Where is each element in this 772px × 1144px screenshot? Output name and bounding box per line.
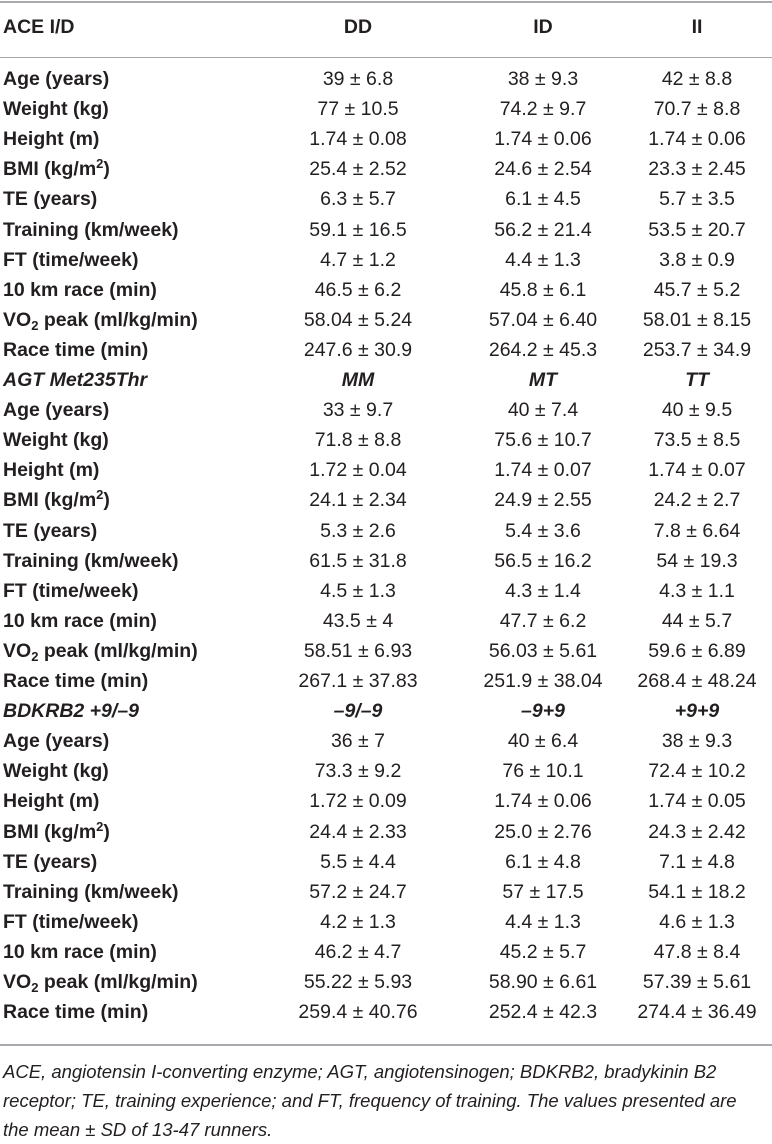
row-label: 10 km race (min) <box>3 940 157 963</box>
row-value-1: 58.51 ± 6.93 <box>303 639 413 662</box>
row-value-3: 1.74 ± 0.07 <box>648 459 746 482</box>
row-label: TE (years) <box>3 188 98 211</box>
group-col-2: –9+9 <box>521 700 565 723</box>
header-label: ACE I/D <box>3 16 75 38</box>
row-value-1: 71.8 ± 8.8 <box>314 429 402 452</box>
table-row <box>0 305 772 335</box>
row-value-1: 33 ± 9.7 <box>322 399 394 422</box>
row-value-2: 47.7 ± 6.2 <box>499 609 587 632</box>
row-value-2: 4.3 ± 1.4 <box>505 579 581 602</box>
row-value-1: 25.4 ± 2.52 <box>309 158 407 181</box>
row-value-3: 42 ± 8.8 <box>661 68 733 90</box>
table-row <box>0 726 772 756</box>
table-row <box>0 154 772 184</box>
row-value-2: 45.2 ± 5.7 <box>499 940 587 963</box>
group-label: BDKRB2 +9/–9 <box>3 700 140 723</box>
row-value-1: 59.1 ± 16.5 <box>309 218 407 241</box>
row-value-3: 38 ± 9.3 <box>661 730 733 753</box>
row-label <box>3 817 110 847</box>
row-value-1: 39 ± 6.8 <box>322 68 394 90</box>
row-value-1: 46.5 ± 6.2 <box>314 278 402 301</box>
header-col-2: ID <box>533 16 553 38</box>
row-label: Age (years) <box>3 730 110 753</box>
table-footnote: ACE, angiotensin I-converting enzyme; AGT, angiotensinogen; BDKRB2, bradykinin B2 receptor; TE, training experience; and FT, frequency of training. The values presented are the mean ± SD of 13-47 runners. <box>3 1061 737 1140</box>
row-value-2: 45.8 ± 6.1 <box>499 278 587 301</box>
row-value-1: 77 ± 10.5 <box>317 98 399 121</box>
row-label: Height (m) <box>3 128 100 151</box>
header-col-3: II <box>691 16 703 38</box>
row-value-3: 73.5 ± 8.5 <box>653 429 741 452</box>
row-label <box>3 967 198 997</box>
table-row <box>0 395 772 425</box>
row-label: TE (years) <box>3 519 98 542</box>
row-value-1: 73.3 ± 9.2 <box>314 760 402 783</box>
row-value-1: 4.5 ± 1.3 <box>320 579 396 602</box>
row-value-3: 4.6 ± 1.3 <box>659 910 735 933</box>
row-value-2: 56.03 ± 5.61 <box>488 639 598 662</box>
row-value-3: 5.7 ± 3.5 <box>659 188 735 211</box>
row-value-1: 1.72 ± 0.09 <box>309 790 407 813</box>
row-value-2: 252.4 ± 42.3 <box>488 1001 598 1024</box>
row-value-1: 267.1 ± 37.83 <box>298 670 418 692</box>
table-row <box>0 907 772 937</box>
row-value-2: 24.9 ± 2.55 <box>494 489 592 512</box>
table-row <box>0 275 772 305</box>
table-row <box>0 636 772 666</box>
table-row <box>0 847 772 877</box>
table-row <box>0 937 772 967</box>
row-label-pre: VO <box>3 308 32 331</box>
row-label: Weight (kg) <box>3 429 109 452</box>
group-col-1: –9/–9 <box>333 700 383 723</box>
row-label <box>3 636 198 666</box>
row-value-2: 6.1 ± 4.5 <box>505 188 581 211</box>
row-value-1: 61.5 ± 31.8 <box>309 549 407 572</box>
row-label-superscript: 2 <box>96 156 104 172</box>
row-label: TE (years) <box>3 850 98 873</box>
row-value-3: 274.4 ± 36.49 <box>637 1001 757 1024</box>
row-label <box>3 305 198 335</box>
table-row <box>0 425 772 455</box>
row-label-subscript: 2 <box>31 980 39 995</box>
row-label: 10 km race (min) <box>3 609 157 632</box>
row-value-3: 58.01 ± 8.15 <box>642 308 752 331</box>
row-value-3: 70.7 ± 8.8 <box>653 98 741 121</box>
row-label: Height (m) <box>3 459 100 482</box>
row-value-3: 1.74 ± 0.05 <box>648 790 746 813</box>
row-value-3: 44 ± 5.7 <box>661 609 733 632</box>
row-label-pre: BMI (kg/m <box>3 158 97 181</box>
row-label: Race time (min) <box>3 670 149 692</box>
table-top-rule <box>0 1 772 3</box>
table-row <box>0 576 772 606</box>
row-value-1: 1.74 ± 0.08 <box>309 128 407 151</box>
table-row <box>0 215 772 245</box>
table-row <box>0 516 772 546</box>
row-value-2: 6.1 ± 4.8 <box>505 850 581 873</box>
row-value-3: 7.1 ± 4.8 <box>659 850 735 873</box>
row-value-1: 46.2 ± 4.7 <box>314 940 402 963</box>
group-header-row <box>0 696 772 726</box>
table-row <box>0 606 772 636</box>
row-label-post: ) <box>103 158 110 181</box>
row-value-2: 76 ± 10.1 <box>502 760 584 783</box>
row-label: Age (years) <box>3 68 110 90</box>
row-label <box>3 485 110 515</box>
table-row <box>0 184 772 214</box>
row-label-pre: VO <box>3 639 32 662</box>
row-value-2: 4.4 ± 1.3 <box>505 910 581 933</box>
row-label-superscript: 2 <box>96 487 104 503</box>
group-label: AGT Met235Thr <box>3 369 148 391</box>
row-label: Race time (min) <box>3 338 149 361</box>
row-value-1: 57.2 ± 24.7 <box>309 880 407 903</box>
row-label-superscript: 2 <box>96 818 104 834</box>
table-row <box>0 335 772 365</box>
table-row <box>0 786 772 816</box>
row-value-3: 59.6 ± 6.89 <box>648 639 746 662</box>
row-value-1: 5.3 ± 2.6 <box>320 519 396 542</box>
row-value-2: 4.4 ± 1.3 <box>505 248 581 271</box>
row-label: Training (km/week) <box>3 218 179 241</box>
row-value-1: 55.22 ± 5.93 <box>303 971 413 993</box>
table-row <box>0 817 772 847</box>
row-label: FT (time/week) <box>3 248 139 271</box>
row-label-pre: BMI (kg/m <box>3 489 97 512</box>
row-value-1: 259.4 ± 40.76 <box>298 1001 418 1024</box>
row-value-3: 4.3 ± 1.1 <box>659 579 735 602</box>
group-col-1: MM <box>341 369 375 391</box>
row-label: FT (time/week) <box>3 910 139 933</box>
row-value-2: 58.90 ± 6.61 <box>488 971 598 993</box>
table-row <box>0 485 772 515</box>
row-label <box>3 154 110 184</box>
row-value-1: 58.04 ± 5.24 <box>303 308 413 331</box>
row-value-2: 1.74 ± 0.06 <box>494 790 592 813</box>
row-label: Weight (kg) <box>3 98 109 121</box>
row-value-2: 24.6 ± 2.54 <box>494 158 592 181</box>
group-col-2: MT <box>528 369 558 391</box>
row-label-pre: VO <box>3 971 32 993</box>
row-value-1: 36 ± 7 <box>330 730 386 753</box>
table-row <box>0 94 772 124</box>
row-value-1: 4.7 ± 1.2 <box>320 248 396 271</box>
row-value-3: 23.3 ± 2.45 <box>648 158 746 181</box>
row-value-2: 38 ± 9.3 <box>507 68 579 90</box>
row-value-3: 7.8 ± 6.64 <box>653 519 741 542</box>
table-header-rule <box>0 57 772 58</box>
row-value-3: 24.2 ± 2.7 <box>653 489 741 512</box>
row-label: Race time (min) <box>3 1001 149 1024</box>
row-value-1: 24.4 ± 2.33 <box>309 820 407 843</box>
row-label: 10 km race (min) <box>3 278 157 301</box>
row-value-3: 54.1 ± 18.2 <box>648 880 746 903</box>
row-value-3: 54 ± 19.3 <box>656 549 738 572</box>
row-value-1: 5.5 ± 4.4 <box>320 850 396 873</box>
row-value-2: 57.04 ± 6.40 <box>488 308 598 331</box>
row-value-2: 75.6 ± 10.7 <box>494 429 592 452</box>
row-value-2: 56.5 ± 16.2 <box>494 549 592 572</box>
row-value-3: 1.74 ± 0.06 <box>648 128 746 151</box>
row-label-post: peak (ml/kg/min) <box>38 308 198 331</box>
row-label: Height (m) <box>3 790 100 813</box>
row-value-3: 53.5 ± 20.7 <box>648 218 746 241</box>
row-value-3: 40 ± 9.5 <box>661 399 733 422</box>
row-value-1: 43.5 ± 4 <box>322 609 394 632</box>
table-row <box>0 997 772 1027</box>
row-value-3: 268.4 ± 48.24 <box>637 670 757 692</box>
row-label: Weight (kg) <box>3 760 109 783</box>
table-row <box>0 967 772 997</box>
row-value-3: 3.8 ± 0.9 <box>659 248 735 271</box>
row-label: FT (time/week) <box>3 579 139 602</box>
row-label-post: peak (ml/kg/min) <box>38 639 198 662</box>
row-value-2: 25.0 ± 2.76 <box>494 820 592 843</box>
row-value-3: 57.39 ± 5.61 <box>642 971 752 993</box>
table-row <box>0 455 772 485</box>
row-value-1: 1.72 ± 0.04 <box>309 459 407 482</box>
row-value-3: 253.7 ± 34.9 <box>642 338 752 361</box>
group-col-3: TT <box>685 369 709 391</box>
row-value-2: 251.9 ± 38.04 <box>483 670 603 692</box>
table-row <box>0 756 772 786</box>
row-label-subscript: 2 <box>31 648 39 664</box>
row-value-2: 1.74 ± 0.06 <box>494 128 592 151</box>
row-label: Training (km/week) <box>3 549 179 572</box>
row-value-3: 45.7 ± 5.2 <box>653 278 741 301</box>
table-row <box>0 546 772 576</box>
header-col-1: DD <box>343 16 373 38</box>
row-value-1: 4.2 ± 1.3 <box>320 910 396 933</box>
row-label-post: peak (ml/kg/min) <box>38 971 198 993</box>
row-value-3: 24.3 ± 2.42 <box>648 820 746 843</box>
table-row <box>0 124 772 154</box>
group-col-3: +9+9 <box>674 700 720 723</box>
row-label: Age (years) <box>3 399 110 422</box>
row-value-2: 5.4 ± 3.6 <box>505 519 581 542</box>
row-value-1: 247.6 ± 30.9 <box>303 338 413 361</box>
row-label-pre: BMI (kg/m <box>3 820 97 843</box>
row-value-1: 6.3 ± 5.7 <box>320 188 396 211</box>
row-value-3: 72.4 ± 10.2 <box>648 760 746 783</box>
row-value-1: 24.1 ± 2.34 <box>309 489 407 512</box>
row-value-2: 40 ± 6.4 <box>507 730 579 753</box>
row-label-post: ) <box>103 820 110 843</box>
row-label-subscript: 2 <box>31 317 39 333</box>
row-value-3: 47.8 ± 8.4 <box>653 940 741 963</box>
table-row <box>0 877 772 907</box>
row-label: Training (km/week) <box>3 880 179 903</box>
row-value-2: 57 ± 17.5 <box>502 880 584 903</box>
table-row <box>0 245 772 275</box>
table-bottom-rule <box>0 1044 772 1046</box>
row-value-2: 40 ± 7.4 <box>507 399 579 422</box>
row-value-2: 74.2 ± 9.7 <box>499 98 587 121</box>
row-value-2: 1.74 ± 0.07 <box>494 459 592 482</box>
row-value-2: 56.2 ± 21.4 <box>494 218 592 241</box>
table-row <box>0 666 772 696</box>
row-label-post: ) <box>103 489 110 512</box>
table-header-row <box>0 12 772 42</box>
group-header-row <box>0 365 772 395</box>
table-row <box>0 64 772 94</box>
row-value-2: 264.2 ± 45.3 <box>488 338 598 361</box>
